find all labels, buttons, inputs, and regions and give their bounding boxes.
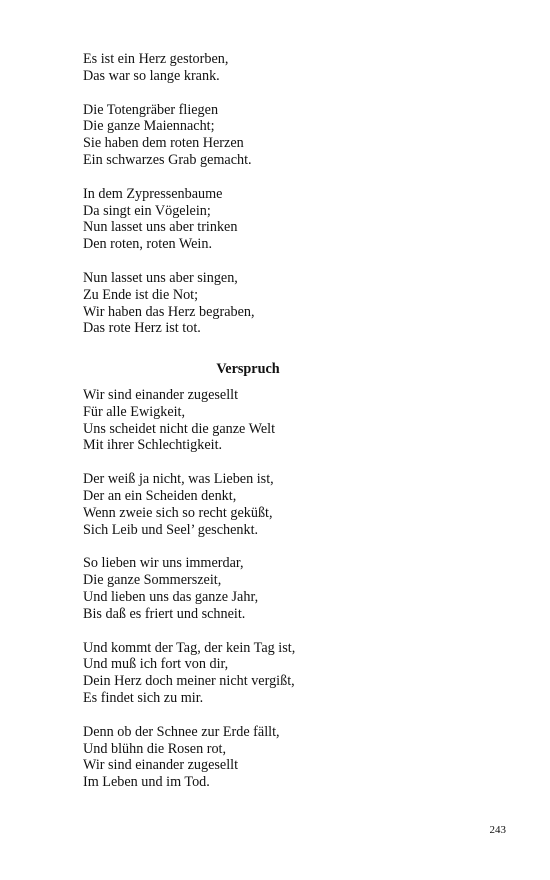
verse-line: Und blühn die Rosen rot, xyxy=(83,740,227,757)
verse-line: Da singt ein Vögelein; xyxy=(83,202,211,219)
verse-line: Die ganze Sommerszeit, xyxy=(83,572,222,589)
verse-line: Der weiß ja nicht, was Lieben ist, xyxy=(83,471,274,488)
verse-line: Und lieben uns das ganze Jahr, xyxy=(83,588,259,605)
poem-verspruch xyxy=(83,387,413,808)
stanza xyxy=(83,387,413,454)
verse-line: Nun lasset uns aber trinken xyxy=(83,219,238,236)
verse-line: Die ganze Maiennacht; xyxy=(83,118,215,135)
stanza xyxy=(83,555,413,622)
verse-line: Wir haben das Herz begraben, xyxy=(83,303,255,320)
poem-title: Verspruch xyxy=(216,361,280,377)
verse-line: Im Leben und im Tod. xyxy=(83,774,210,791)
verse-line: Für alle Ewigkeit, xyxy=(83,403,186,420)
verse-line: Ein schwarzes Grab gemacht. xyxy=(83,151,252,168)
verse-line: Dein Herz doch meiner nicht vergißt, xyxy=(83,673,295,690)
verse-line: Und kommt der Tag, der kein Tag ist, xyxy=(83,639,296,656)
verse-line: Denn ob der Schnee zur Erde fällt, xyxy=(83,723,280,740)
verse-line: Wir sind einander zugesellt xyxy=(83,757,239,774)
stanza xyxy=(83,186,413,253)
verse-line: Und muß ich fort von dir, xyxy=(83,656,229,673)
verse-line: In dem Zypressenbaume xyxy=(83,185,223,202)
verse-line: Wir sind einander zugesellt xyxy=(83,387,239,403)
verse-line: So lieben wir uns immerdar, xyxy=(83,555,244,572)
verse-line: Bis daß es friert und schneit. xyxy=(83,605,246,622)
verse-line: Mit ihrer Schlechtigkeit. xyxy=(83,437,223,454)
verse-line: Sie haben dem roten Herzen xyxy=(83,135,244,152)
verse-line: Wenn zweie sich so recht geküßt, xyxy=(83,504,273,521)
verse-line: Die Totengräber fliegen xyxy=(83,101,219,118)
verse-line: Zu Ende ist die Not; xyxy=(83,286,199,303)
verse-line: Uns scheidet nicht die ganze Welt xyxy=(83,420,276,437)
verse-line: Der an ein Scheiden denkt, xyxy=(83,487,237,504)
stanza xyxy=(83,102,413,169)
stanza xyxy=(83,51,413,85)
stanza xyxy=(83,471,413,538)
verse-line: Es ist ein Herz gestorben, xyxy=(83,51,229,67)
verse-line: Sich Leib und Seel’ geschenkt. xyxy=(83,521,259,538)
page-number: 243 xyxy=(489,824,506,836)
poem-top xyxy=(83,51,413,354)
stanza xyxy=(83,270,413,337)
stanza xyxy=(83,640,413,707)
verse-line: Es findet sich zu mir. xyxy=(83,689,204,706)
verse-line: Das rote Herz ist tot. xyxy=(83,320,201,337)
verse-line: Nun lasset uns aber singen, xyxy=(83,269,238,286)
verse-line: Das war so lange krank. xyxy=(83,67,220,84)
stanza xyxy=(83,724,413,791)
verse-line: Den roten, roten Wein. xyxy=(83,236,213,253)
